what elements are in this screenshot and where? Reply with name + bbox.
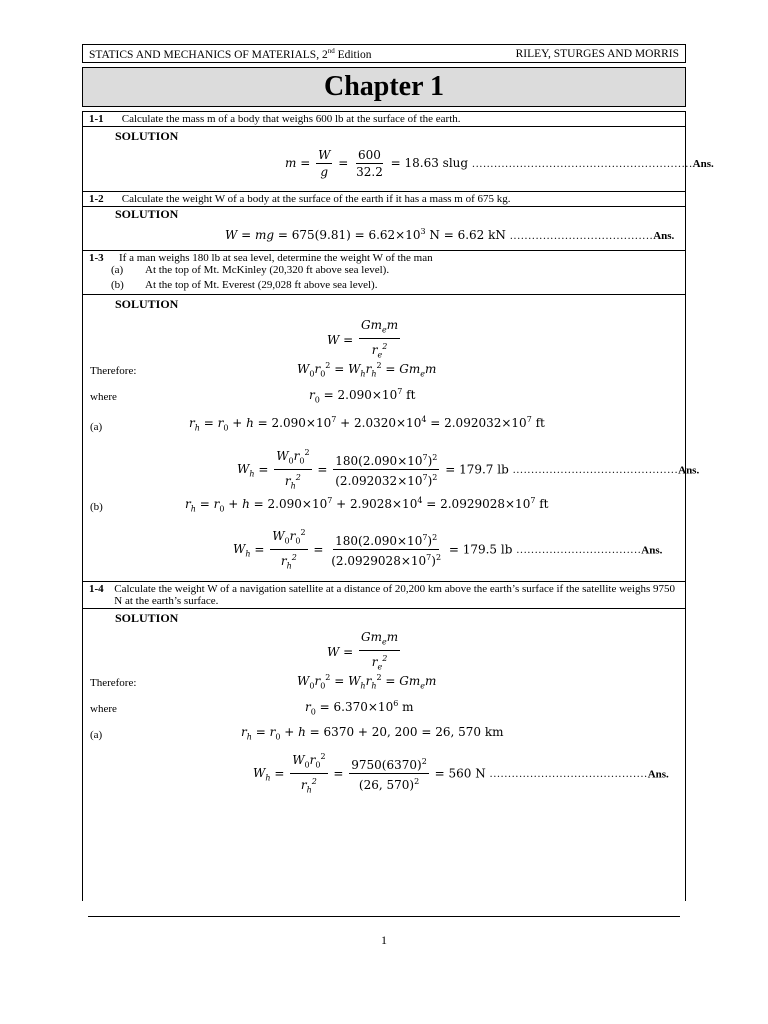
equation-wh-b: $W_h$ = $\frac{W_0r_0^2}{r_h^2}$ = $\frac{180(2.090\times 10^7)^2}{(2.0929028\times 10^7)^2}$ = 179.5 lb ..................................Ans. xyxy=(233,525,662,575)
solution-label: SOLUTION xyxy=(115,297,179,311)
answer-marker: Ans. xyxy=(641,544,663,557)
equation-gravitation: W = $\frac{Gm_em}{r_e^2}$ xyxy=(327,318,399,360)
part-b-label: (b) xyxy=(90,501,103,513)
part-a-label: (a) xyxy=(90,729,103,741)
page-number: 1 xyxy=(381,933,387,947)
problem-1-1-solution xyxy=(83,127,714,191)
problem-1-2-statement: 1-2 Calculate the weight W of a body at the surface of the earth if it has a mass m of 675 kg. xyxy=(83,191,685,207)
problem-1-4-solution xyxy=(83,609,685,819)
chapter-title: Chapter 1 xyxy=(323,71,445,102)
equation-rh: $r_h = r_0 + h = 6370 + 20$, 200 = 26, 570 km xyxy=(241,725,504,742)
answer-marker: Ans. xyxy=(678,464,700,477)
header-book-title: STATICS AND MECHANICS OF MATERIALS, 2nd Edition xyxy=(89,46,372,61)
equation-therefore: $W_0r_0^2 = W_hr_h^2 = Gm_em$ xyxy=(297,361,437,379)
equation-therefore: $W_0r_0^2 = W_hr_h^2 = Gm_em$ xyxy=(297,673,437,691)
chapter-banner xyxy=(82,67,686,107)
therefore-label: Therefore: xyxy=(90,365,137,377)
running-header xyxy=(82,44,686,63)
equation-gravitation: W = $\frac{Gm_em}{r_e^2}$ xyxy=(327,630,399,672)
equation-r0: $r_0 = 2.090\times 10^7$ ft xyxy=(309,387,416,405)
equation-wh-a: $W_h$ = $\frac{W_0r_0^2}{r_h^2}$ = $\frac{180(2.090\times 10^7)^2}{(2.092032\times 10^7)^2}$ = 179.7 lb .............................................Ans. xyxy=(237,445,699,495)
answer-marker: Ans. xyxy=(692,158,714,170)
equation-r0: $r_0 = 6.370\times 10^6$ m xyxy=(305,699,414,717)
solution-label: SOLUTION xyxy=(115,611,179,625)
part-a-label: (a) xyxy=(90,421,103,433)
problem-1-3-solution xyxy=(83,295,700,581)
problems-section xyxy=(82,111,714,901)
solution-label: SOLUTION xyxy=(115,207,179,221)
problem-1-4-statement: 1-4 Calculate the weight W of a navigation satellite at a distance of 20,200 km above the earth’s surface if the satellite weighs 9750 N at the earth’s surface. xyxy=(83,581,685,609)
equation-wh: $W_h$ = $\frac{W_0r_0^2}{r_h^2}$ = $\frac{9750(6370)^2}{(26, 570)^2}$ = 560 N ...........................................Ans. xyxy=(253,749,669,799)
equation-weight: W = mg = $675(9.81) = 6.62\times 10^3$ N = 6.62 kN .......................................Ans. xyxy=(225,227,675,242)
problem-1-2-solution xyxy=(83,207,685,250)
answer-marker: Ans. xyxy=(647,768,669,781)
where-label: where xyxy=(90,391,117,403)
page xyxy=(82,44,714,901)
answer-marker: Ans. xyxy=(653,230,675,242)
problem-1-1-statement: 1-1 Calculate the mass m of a body that weighs 600 lb at the surface of the earth. xyxy=(83,111,685,127)
where-label: where xyxy=(90,703,117,715)
equation-rh-a: $r_h = r_0 + h = 2.090\times 10^7 + 2.0320\times 10^4 = 2.092032\times 10^7$ ft xyxy=(189,415,545,433)
footer-rule xyxy=(88,916,680,917)
equation-rh-b: $r_h = r_0 + h = 2.090\times 10^7 + 2.9028\times 10^4 = 2.0929028\times 10^7$ ft xyxy=(185,496,549,514)
therefore-label: Therefore: xyxy=(90,677,137,689)
problem-1-3-statement: 1-3 If a man weighs 180 lb at sea level, determine the weight W of the man (a) At the top of Mt. McKinley (20,320 ft above sea level). (b) At the top of Mt. Everest (29,028 ft above sea level). xyxy=(83,250,685,295)
header-authors: RILEY, STURGES AND MORRIS xyxy=(515,47,679,60)
solution-label: SOLUTION xyxy=(115,129,179,143)
equation-mass: m = $\frac{W}{g}$ = $\frac{600}{32.2}$ = 18.63 slug ............................................................Ans. xyxy=(285,148,714,179)
